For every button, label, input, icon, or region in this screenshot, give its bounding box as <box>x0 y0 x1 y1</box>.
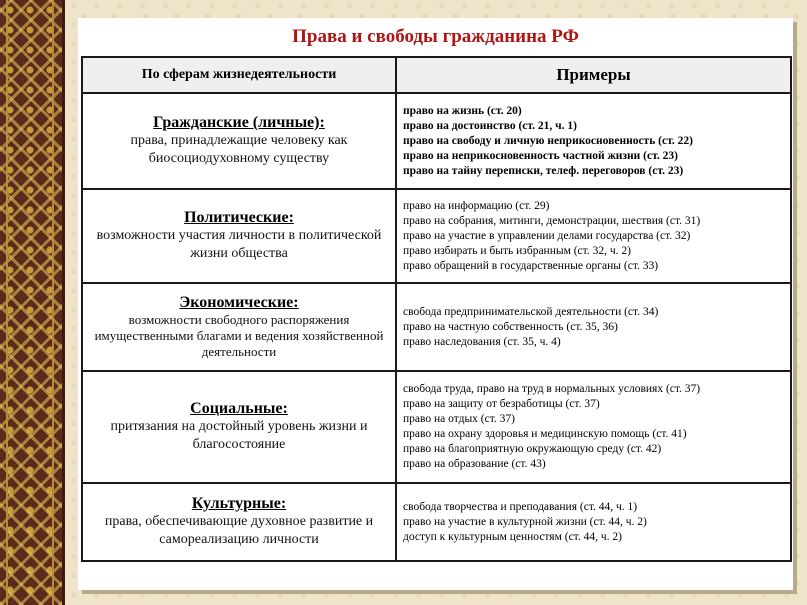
header-spheres: По сферам жизнедеятельности <box>82 57 396 93</box>
example-item: право на собрания, митинги, демонстрации, шествия (ст. 31) <box>403 214 701 227</box>
example-item: право обращений в государственные органы (ст. 33) <box>403 259 659 272</box>
example-item: доступ к культурным ценностям (ст. 44, ч. 2) <box>403 530 622 543</box>
example-item: право на отдых (ст. 37) <box>403 413 515 425</box>
table-row-cultural <box>82 483 791 561</box>
example-item: право на достоинство (ст. 21, ч. 1) <box>403 119 577 132</box>
category-title: Культурные: <box>191 495 287 512</box>
header-examples: Примеры <box>396 57 791 93</box>
example-item: право на тайну переписки, телеф. переговоров (ст. 23) <box>403 164 684 177</box>
table-row-civil <box>82 93 791 189</box>
examples-cell <box>396 189 791 283</box>
example-item: свобода труда, право на труд в нормальных условиях (ст. 37) <box>403 383 701 395</box>
category-description: возможности свободного распоряжения имущественными благами и ведения хозяйственной деятельности <box>94 312 384 359</box>
slide-sheet <box>78 18 793 590</box>
category-description: права, обеспечивающие духовное развитие и самореализацию личности <box>104 514 374 547</box>
category-description: права, принадлежащие человеку как биосоциодуховному существу <box>130 133 348 166</box>
category-cell <box>82 371 396 483</box>
category-description: возможности участия личности в политической жизни общества <box>96 228 382 261</box>
category-cell <box>82 483 396 561</box>
category-cell <box>82 189 396 283</box>
examples-cell <box>396 283 791 371</box>
table-header-row <box>82 57 791 93</box>
example-item: право на благоприятную окружающую среду (ст. 42) <box>403 443 662 455</box>
example-item: право на свободу и личную неприкосновенность (ст. 22) <box>403 134 693 147</box>
example-item: право на информацию (ст. 29) <box>403 199 550 212</box>
example-item: право наследования (ст. 35, ч. 4) <box>403 335 561 348</box>
category-cell <box>82 283 396 371</box>
example-item: право на жизнь (ст. 20) <box>403 104 522 117</box>
category-title: Социальные: <box>190 400 288 417</box>
table-row-political <box>82 189 791 283</box>
examples-cell <box>396 371 791 483</box>
category-description: притязания на достойный уровень жизни и благосостояние <box>110 419 368 452</box>
example-item: право на участие в управлении делами государства (ст. 32) <box>403 229 691 242</box>
category-title: Экономические: <box>179 294 299 311</box>
examples-cell <box>396 93 791 189</box>
example-item: право на участие в культурной жизни (ст. 44, ч. 2) <box>403 515 647 528</box>
category-cell <box>82 93 396 189</box>
example-item: право на образование (ст. 43) <box>403 458 546 470</box>
page-title: Права и свободы гражданина РФ <box>292 26 579 47</box>
examples-cell <box>396 483 791 561</box>
example-item: право на частную собственность (ст. 35, 36) <box>403 320 618 333</box>
rights-table <box>81 56 792 562</box>
decorative-border <box>0 0 65 605</box>
table-row-social <box>82 371 791 483</box>
example-item: право на неприкосновенность частной жизни (ст. 23) <box>403 149 678 162</box>
example-item: свобода творчества и преподавания (ст. 44, ч. 1) <box>403 500 638 513</box>
example-item: право на охрану здоровья и медицинскую помощь (ст. 41) <box>403 428 687 440</box>
example-item: свобода предпринимательской деятельности (ст. 34) <box>403 305 659 318</box>
category-title: Политические: <box>184 209 294 226</box>
example-item: право избирать и быть избранным (ст. 32, ч. 2) <box>403 244 631 257</box>
category-title: Гражданские (личные): <box>153 114 325 131</box>
example-item: право на защиту от безработицы (ст. 37) <box>403 398 600 410</box>
table-row-economic <box>82 283 791 371</box>
